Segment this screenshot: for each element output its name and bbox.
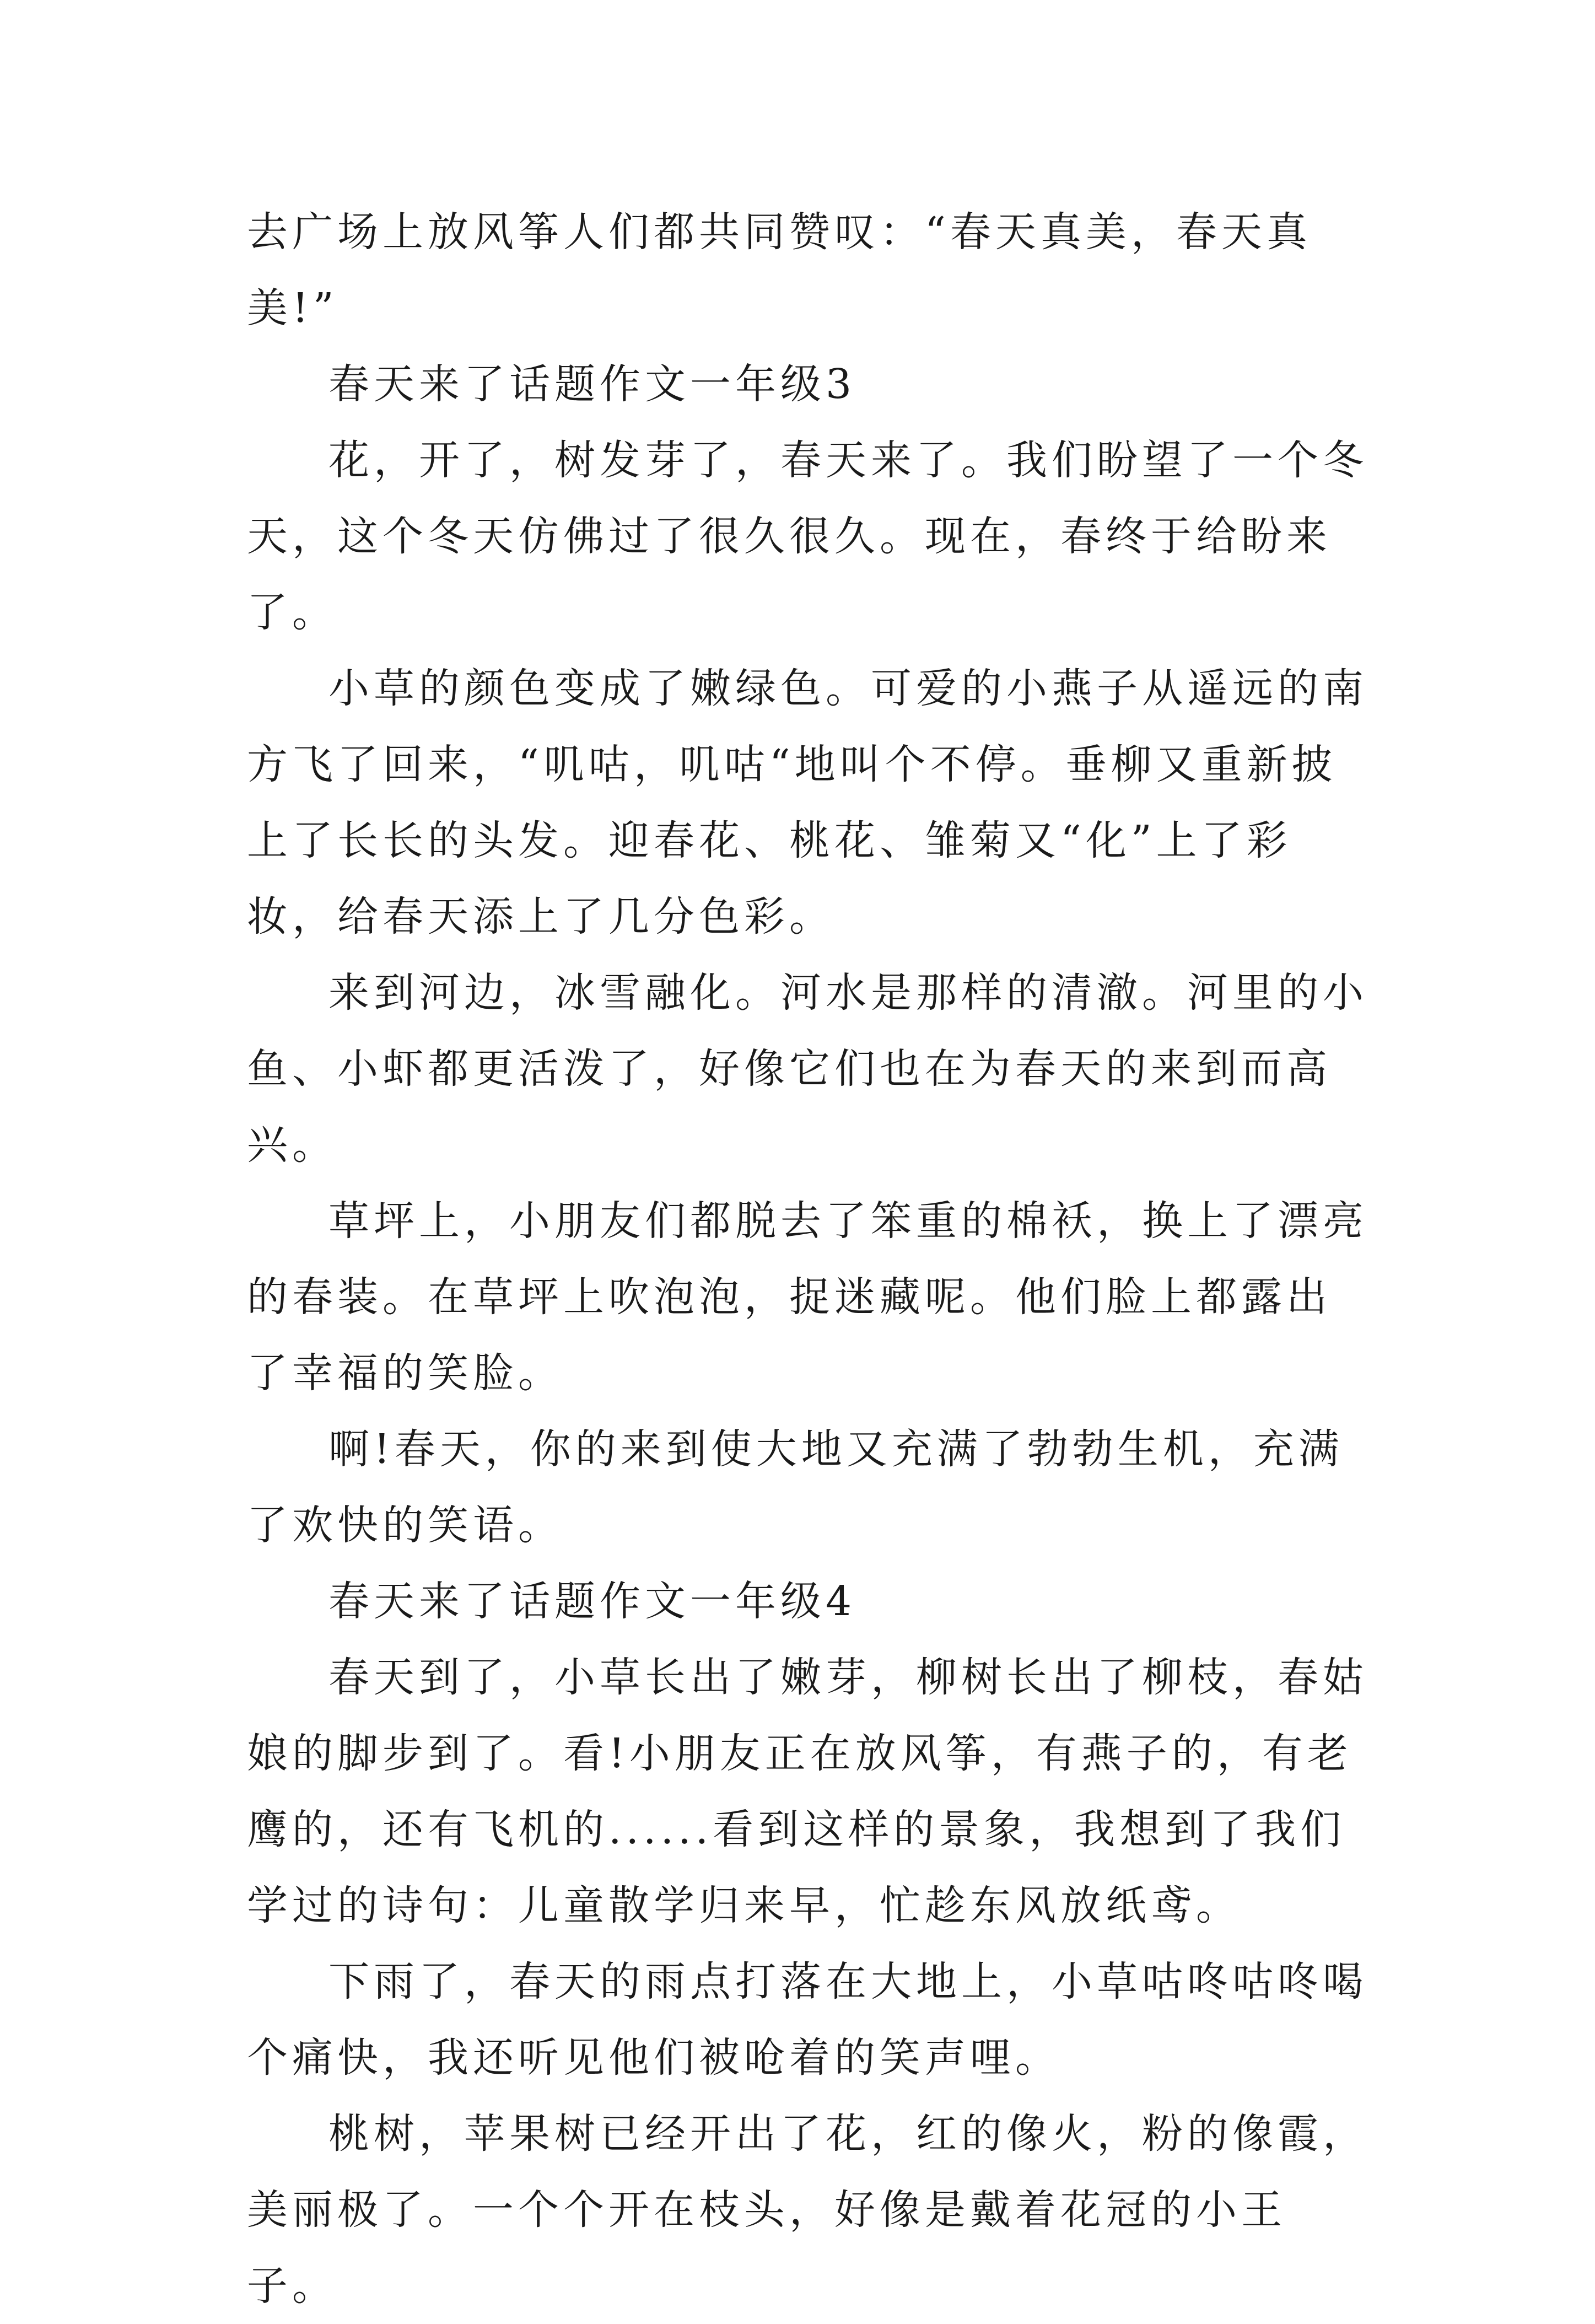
paragraph-continuation: 去广场上放风筝人们都共同赞叹：“春天真美，春天真美!”	[247, 208, 1312, 332]
paragraph: 啊!春天，你的来到使大地又充满了勃勃生机，充满了欢快的笑语。	[247, 1425, 1344, 1549]
paragraph: 花，开了，树发芽了，春天来了。我们盼望了一个冬天，这个冬天仿佛过了很久很久。现在，春终于给盼来了。	[247, 437, 1368, 636]
document-body	[247, 194, 1371, 2324]
paragraph: 来到河边，冰雪融化。河水是那样的清澈。河里的小鱼、小虾都更活泼了，好像它们也在为春天的来到而高兴。	[247, 969, 1368, 1169]
paragraph: 春天到了，小草长出了嫩芽，柳树长出了柳枝，春姑娘的脚步到了。看!小朋友正在放风筝，有燕子的，有老鹰的，还有飞机的......看到这样的景象，我想到了我们学过的诗句：儿童散学归来早，忙趁东风放纸鸢。	[247, 1654, 1368, 1929]
paragraph: 桃树，苹果树已经开出了花，红的像火，粉的像霞，美丽极了。一个个开在枝头，好像是戴着花冠的小王子。	[247, 2110, 1368, 2310]
paragraph: 草坪上，小朋友们都脱去了笨重的棉袄，换上了漂亮的春装。在草坪上吹泡泡，捉迷藏呢。他们脸上都露出了幸福的笑脸。	[247, 1197, 1368, 1397]
section-heading-4: 春天来了话题作文一年级4	[328, 1578, 856, 1625]
section-heading-3: 春天来了话题作文一年级3	[328, 361, 856, 408]
paragraph: 小草的颜色变成了嫩绿色。可爱的小燕子从遥远的南方飞了回来，“叽咕，叽咕“地叫个不停。垂柳又重新披上了长长的头发。迎春花、桃花、雏菊又“化”上了彩妆，给春天添上了几分色彩。	[247, 665, 1368, 940]
paragraph: 下雨了，春天的雨点打落在大地上，小草咕咚咕咚喝个痛快，我还听见他们被呛着的笑声哩。	[247, 1958, 1368, 2081]
